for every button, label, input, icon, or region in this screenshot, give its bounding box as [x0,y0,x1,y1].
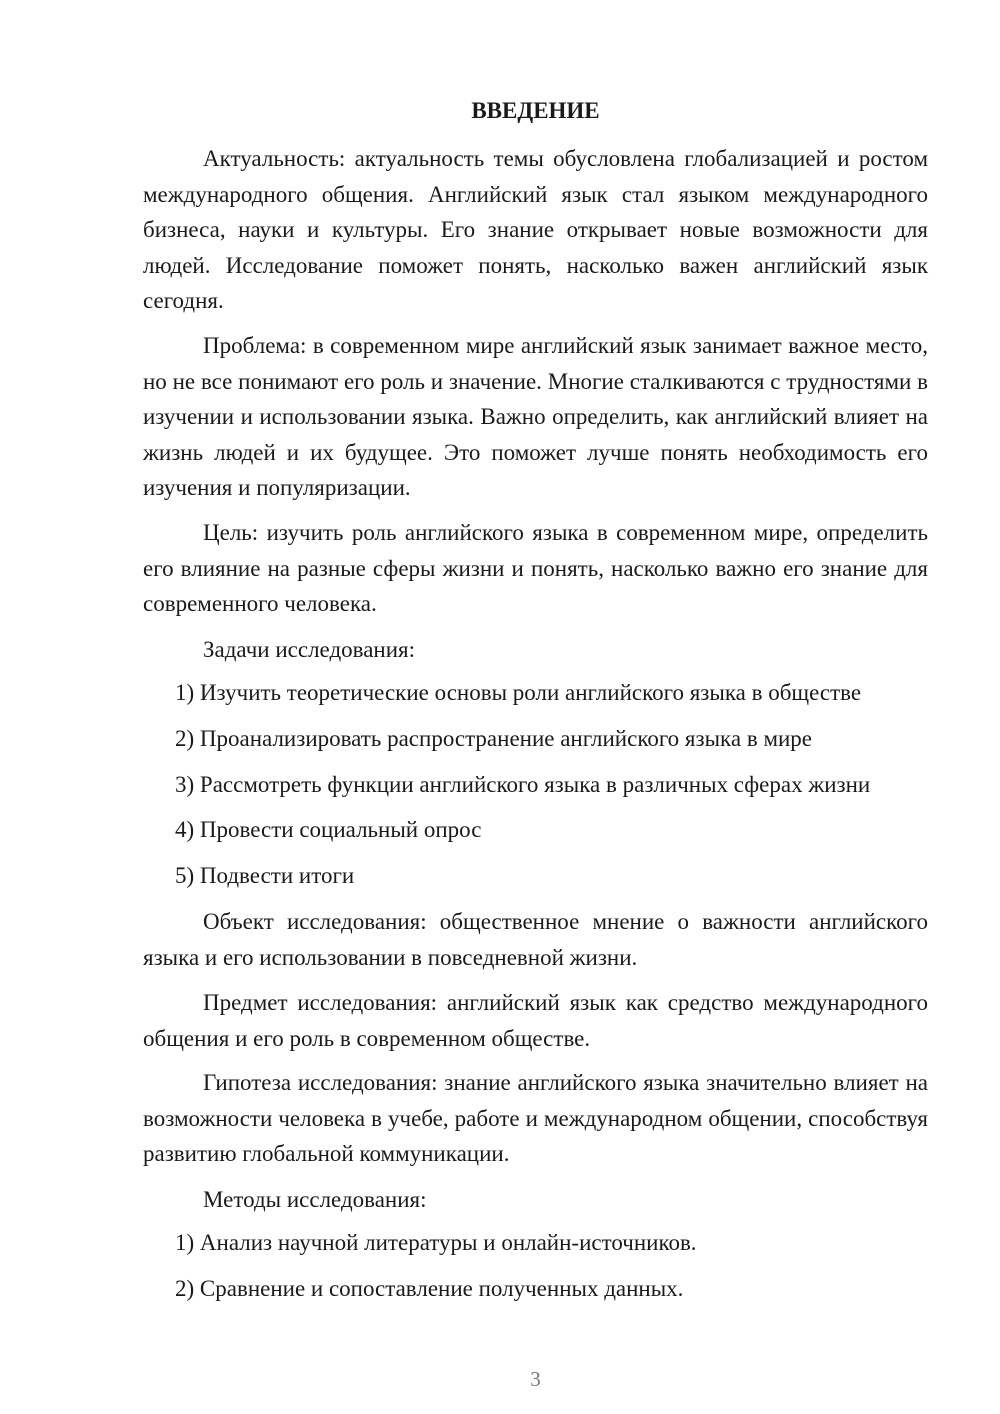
method-item-1: 1) Анализ научной литературы и онлайн-источников. [175,1230,697,1255]
relevance-paragraph: Актуальность: актуальность темы обусловлена глобализацией и ростом международного общения. Английский язык стал языком международного бизнеса, науки и культуры. Его знание открывает новые возможности для людей. Исследование поможет понять, насколько важен английский язык сегодня. [143,146,928,313]
page-number: 3 [530,1367,541,1391]
problem-paragraph: Проблема: в современном мире английский язык занимает важное место, но не все понимают его роль и значение. Многие сталкиваются с трудностями в изучении и использовании языка. Важно определить, как английский влияет на жизнь людей и их будущее. Это поможет лучше понять необходимость его изучения и популяризации. [143,333,928,500]
hypothesis-paragraph: Гипотеза исследования: знание английского языка значительно влияет на возможности человека в учебе, работе и международном общении, способствуя развитию глобальной коммуникации. [143,1070,928,1166]
task-item-2: 2) Проанализировать распространение английского языка в мире [175,726,813,751]
tasks-heading: Задачи исследования: [203,637,416,662]
method-item-2: 2) Сравнение и сопоставление полученных данных. [175,1276,684,1301]
task-item-5: 5) Подвести итоги [175,863,355,888]
task-item-3: 3) Рассмотреть функции английского языка в различных сферах жизни [175,772,871,797]
task-item-4: 4) Провести социальный опрос [175,817,482,842]
goal-paragraph: Цель: изучить роль английского языка в современном мире, определить его влияние на разные сферы жизни и понять, насколько важно его знание для современного человека. [143,520,928,616]
methods-heading: Методы исследования: [203,1187,427,1212]
object-paragraph: Объект исследования: общественное мнение о важности английского языка и его использовании в повседневной жизни. [143,909,928,970]
page-title: ВВЕДЕНИЕ [471,98,600,123]
task-item-1: 1) Изучить теоретические основы роли английского языка в обществе [175,680,862,705]
subject-paragraph: Предмет исследования: английский язык как средство международного общения и его роль в современном обществе. [143,990,928,1051]
